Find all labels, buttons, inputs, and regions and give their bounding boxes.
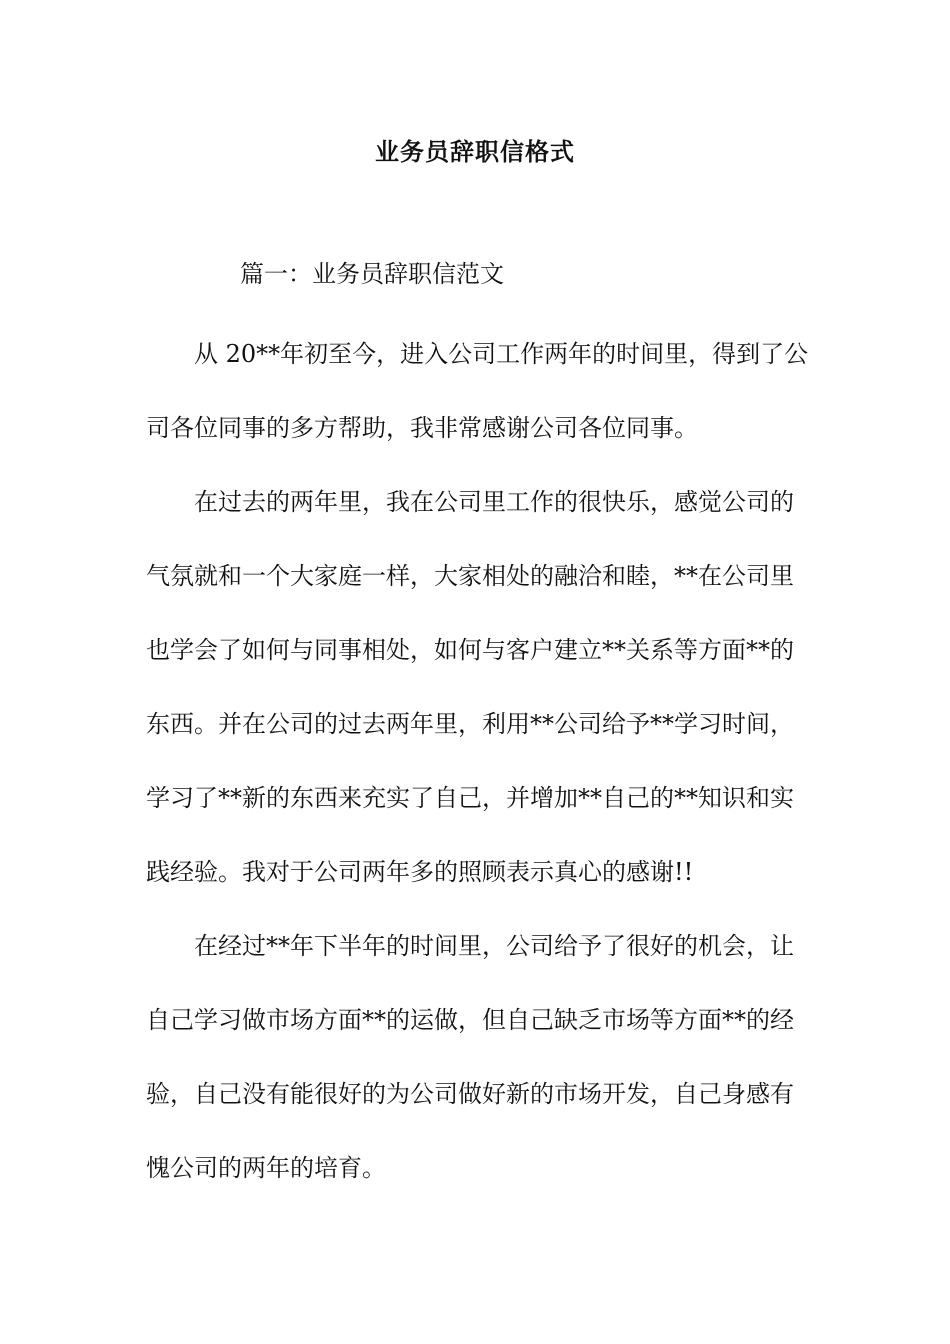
paragraph-line: 践经验。我对于公司两年多的照顾表示真心的感谢!! (146, 858, 694, 886)
paragraph-line: 从 20**年初至今，进入公司工作两年的时间里，得到了公 (194, 340, 809, 368)
paragraph-line: 在经过**年下半年的时间里，公司给予了很好的机会，让 (194, 932, 794, 960)
paragraph-line: 气氛就和一个大家庭一样，大家相处的融洽和睦，**在公司里 (146, 562, 794, 590)
paragraph-line: 学习了**新的东西来充实了自己，并增加**自己的**知识和实 (146, 784, 794, 812)
paragraph-line: 验，自己没有能很好的为公司做好新的市场开发，自己身感有 (146, 1080, 794, 1108)
paragraph-line: 东西。并在公司的过去两年里，利用**公司给予**学习时间， (146, 710, 794, 738)
paragraph-line: 在过去的两年里，我在公司里工作的很快乐，感觉公司的 (194, 488, 794, 516)
section-heading: 篇一：业务员辞职信范文 (240, 260, 504, 288)
paragraph-line: 愧公司的两年的培育。 (146, 1154, 386, 1182)
document-title: 业务员辞职信格式 (375, 137, 575, 166)
paragraph-line: 自己学习做市场方面**的运做，但自己缺乏市场等方面**的经 (146, 1006, 794, 1034)
paragraph-line: 也学会了如何与同事相处，如何与客户建立**关系等方面**的 (146, 636, 794, 664)
paragraph-line: 司各位同事的多方帮助，我非常感谢公司各位同事。 (146, 414, 698, 442)
